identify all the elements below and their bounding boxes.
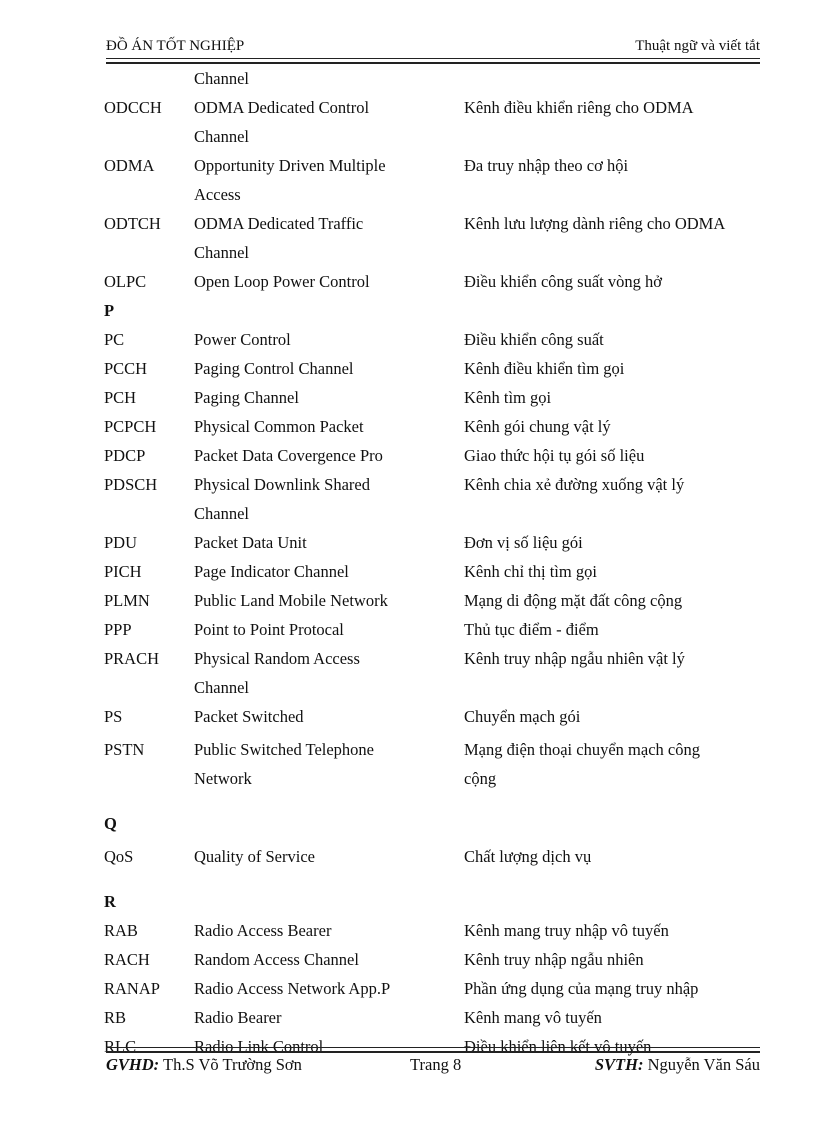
abbr: PCPCH	[104, 417, 157, 436]
glossary-row	[104, 151, 764, 180]
english-term: Channel	[194, 69, 249, 88]
glossary-row	[104, 528, 764, 557]
abbr: PDSCH	[104, 475, 158, 494]
english-term: Packet Data Covergence Pro	[194, 446, 383, 465]
english-term: Page Indicator Channel	[194, 562, 349, 581]
glossary-row	[104, 238, 764, 267]
vietnamese-term: Mạng điện thoại chuyển mạch công	[464, 740, 700, 759]
vietnamese-term: Kênh gói chung vật lý	[464, 417, 611, 436]
abbr	[104, 499, 194, 528]
vietnamese-term: Giao thức hội tụ gói số liệu	[464, 446, 645, 465]
abbr: PCCH	[104, 359, 148, 378]
abbr: ODMA	[104, 156, 155, 175]
english-term: Paging Channel	[194, 388, 299, 407]
english-term: Channel	[194, 678, 249, 697]
glossary-row	[104, 673, 764, 702]
glossary-row	[104, 209, 764, 238]
header-section: Thuật ngữ và viết tắt	[635, 38, 760, 54]
abbr: RLC	[104, 1037, 137, 1056]
abbr: PLMN	[104, 591, 150, 610]
glossary-row	[104, 644, 764, 673]
english-term: Physical Random Access	[194, 649, 360, 668]
vietnamese-term: Kênh chia xẻ đường xuống vật lý	[464, 475, 685, 494]
section-heading: Q	[104, 814, 117, 833]
page-header	[106, 38, 760, 58]
abbr: PDU	[104, 533, 138, 552]
english-term: Channel	[194, 127, 249, 146]
abbr: RACH	[104, 950, 150, 969]
section-heading: P	[104, 301, 115, 320]
english-term: Physical Common Packet	[194, 417, 364, 436]
abbr	[104, 122, 194, 151]
vietnamese-term	[464, 238, 764, 267]
glossary-row	[104, 916, 764, 945]
abbr: ODTCH	[104, 214, 161, 233]
english-term: Radio Access Bearer	[194, 921, 332, 940]
english-term: Point to Point Protocal	[194, 620, 344, 639]
section-heading: R	[104, 892, 116, 911]
english-term: Opportunity Driven Multiple	[194, 156, 386, 175]
student-label: SVTH:	[594, 1055, 644, 1074]
vietnamese-term: Kênh truy nhập ngẫu nhiên	[464, 950, 644, 969]
english-term: Radio Access Network App.P	[194, 979, 391, 998]
vietnamese-term: Kênh điều khiển riêng cho ODMA	[464, 98, 694, 117]
glossary-row	[104, 557, 764, 586]
english-term: Channel	[194, 243, 249, 262]
glossary-row	[104, 64, 764, 93]
vietnamese-term: Mạng di động mặt đất công cộng	[464, 591, 683, 610]
abbr	[104, 64, 194, 93]
abbr: ODCCH	[104, 98, 162, 117]
vietnamese-term: Chuyển mạch gói	[464, 707, 581, 726]
english-term: Open Loop Power Control	[194, 272, 370, 291]
glossary-table	[104, 64, 764, 1061]
glossary-row	[104, 842, 764, 871]
abbr: PPP	[104, 620, 132, 639]
abbr: RANAP	[104, 979, 160, 998]
abbr: RAB	[104, 921, 138, 940]
english-term: Radio Link Control	[194, 1037, 324, 1056]
abbr: PICH	[104, 562, 142, 581]
glossary-row	[104, 764, 764, 793]
vietnamese-term: Chất lượng dịch vụ	[464, 847, 592, 866]
header-title: ĐỒ ÁN TỐT NGHIỆP	[106, 38, 245, 54]
student	[595, 1055, 760, 1075]
english-term: Packet Data Unit	[194, 533, 307, 552]
spacer	[104, 871, 764, 887]
footer-rule	[106, 1047, 760, 1053]
vietnamese-term: Đa truy nhập theo cơ hội	[464, 156, 629, 175]
vietnamese-term: Thủ tục điểm - điểm	[464, 620, 599, 639]
glossary-row	[104, 441, 764, 470]
english-term: Power Control	[194, 330, 291, 349]
glossary-row	[104, 180, 764, 209]
abbr: PDCP	[104, 446, 146, 465]
glossary-row	[104, 499, 764, 528]
abbr: PC	[104, 330, 125, 349]
english-term: Public Land Mobile Network	[194, 591, 388, 610]
abbr	[104, 764, 194, 793]
glossary-row	[104, 325, 764, 354]
abbr: PS	[104, 707, 123, 726]
abbr: OLPC	[104, 272, 147, 291]
glossary-row	[104, 1003, 764, 1032]
vietnamese-term: Kênh tìm gọi	[464, 388, 552, 407]
english-term: Channel	[194, 504, 249, 523]
english-term: Network	[194, 769, 252, 788]
advisor-label: GVHD:	[106, 1055, 160, 1074]
abbr	[104, 180, 194, 209]
vietnamese-term: Phần ứng dụng của mạng truy nhập	[464, 979, 699, 998]
vietnamese-term: Điều khiển liên kết vô tuyến	[464, 1037, 652, 1056]
english-term: ODMA Dedicated Control	[194, 98, 370, 117]
glossary-row	[104, 702, 764, 731]
english-term: Access	[194, 185, 241, 204]
glossary-row	[104, 470, 764, 499]
vietnamese-term	[464, 64, 764, 93]
vietnamese-term: Điều khiển công suất	[464, 330, 604, 349]
glossary-row	[104, 615, 764, 644]
advisor	[106, 1055, 302, 1075]
glossary-row	[104, 354, 764, 383]
student-name: Nguyễn Văn Sáu	[647, 1055, 760, 1074]
abbr	[104, 673, 194, 702]
glossary-row	[104, 945, 764, 974]
abbr: PRACH	[104, 649, 160, 668]
glossary-row	[104, 122, 764, 151]
glossary-row	[104, 974, 764, 1003]
vietnamese-term: Kênh mang vô tuyến	[464, 1008, 602, 1027]
english-term: Radio Bearer	[194, 1008, 282, 1027]
vietnamese-term	[464, 180, 764, 209]
english-term: Physical Downlink Shared	[194, 475, 370, 494]
abbr: RB	[104, 1008, 127, 1027]
glossary-row	[104, 735, 764, 764]
spacer	[104, 793, 764, 809]
vietnamese-term: cộng	[464, 769, 497, 788]
abbr: PSTN	[104, 740, 145, 759]
vietnamese-term: Điều khiển công suất vòng hở	[464, 272, 662, 291]
vietnamese-term	[464, 122, 764, 151]
english-term: Quality of Service	[194, 847, 315, 866]
vietnamese-term: Kênh mang truy nhập vô tuyến	[464, 921, 669, 940]
glossary-row	[104, 93, 764, 122]
advisor-name: Th.S Võ Trường Sơn	[163, 1055, 302, 1074]
vietnamese-term: Kênh lưu lượng dành riêng cho ODMA	[464, 214, 726, 233]
page-number: Trang 8	[410, 1055, 462, 1074]
abbr	[104, 238, 194, 267]
vietnamese-term	[464, 673, 764, 702]
glossary-row	[104, 586, 764, 615]
glossary-row	[104, 412, 764, 441]
vietnamese-term: Đơn vị số liệu gói	[464, 533, 583, 552]
english-term: Public Switched Telephone	[194, 740, 375, 759]
vietnamese-term: Kênh chỉ thị tìm gọi	[464, 562, 597, 581]
vietnamese-term	[464, 499, 764, 528]
abbr: PCH	[104, 388, 137, 407]
abbr: QoS	[104, 847, 134, 866]
vietnamese-term: Kênh điều khiển tìm gọi	[464, 359, 625, 378]
glossary-row	[104, 383, 764, 412]
english-term: Packet Switched	[194, 707, 304, 726]
glossary-row	[104, 267, 764, 296]
page-footer	[106, 1055, 760, 1077]
english-term: ODMA Dedicated Traffic	[194, 214, 364, 233]
english-term: Paging Control Channel	[194, 359, 354, 378]
vietnamese-term: Kênh truy nhập ngẫu nhiên vật lý	[464, 649, 685, 668]
english-term: Random Access Channel	[194, 950, 359, 969]
